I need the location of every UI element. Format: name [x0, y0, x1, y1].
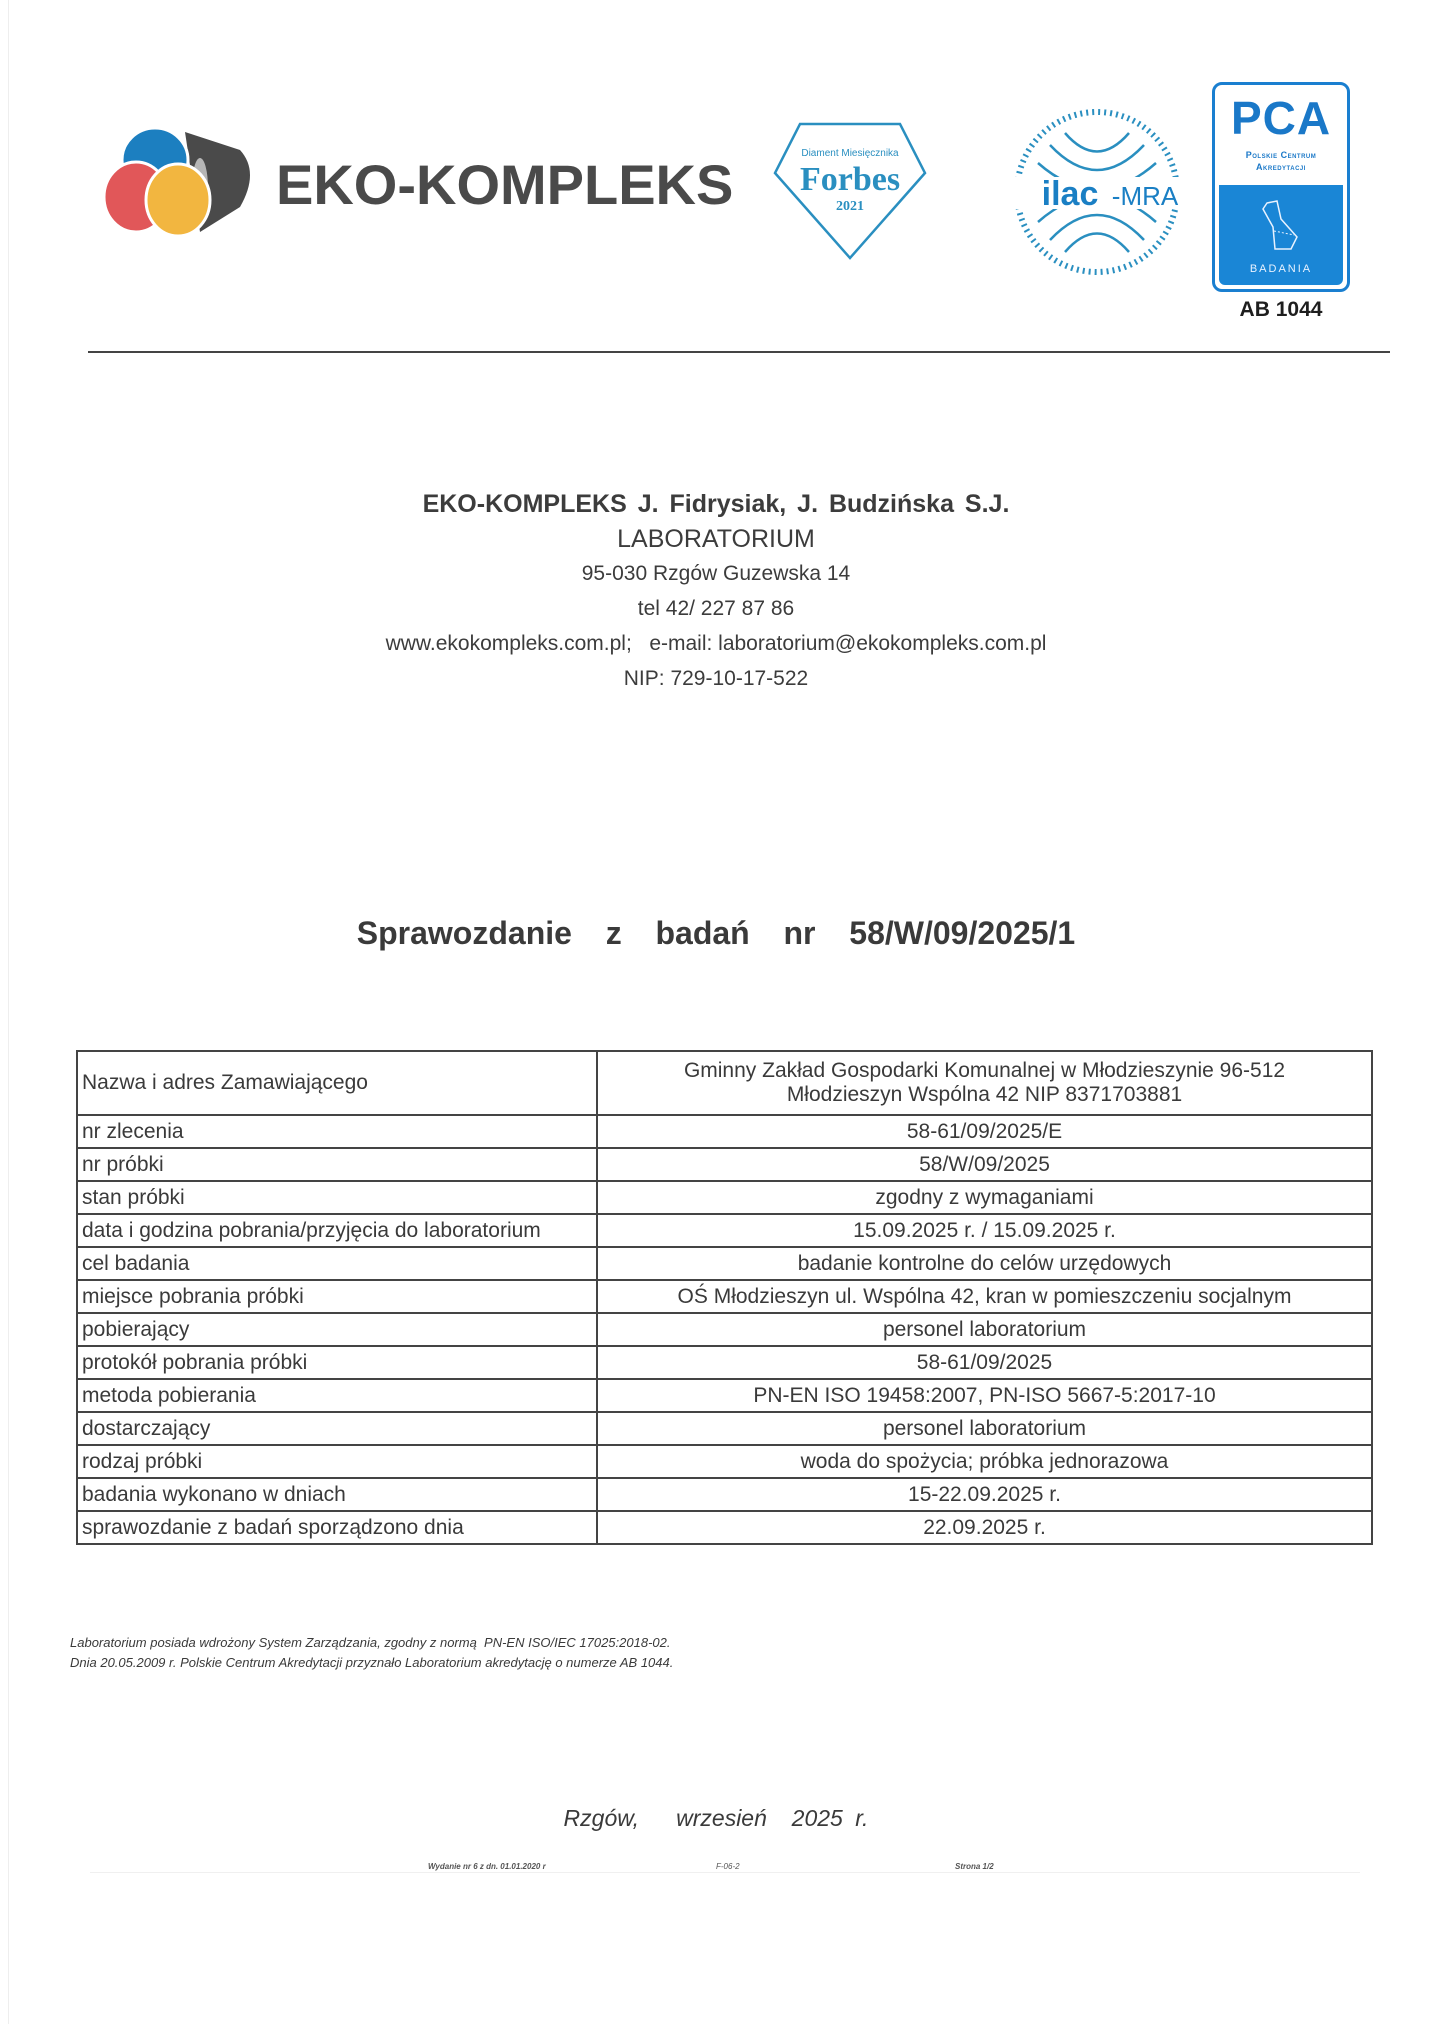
table-row [77, 1115, 1372, 1148]
row-value: 15-22.09.2025 r. [597, 1478, 1372, 1511]
svg-text:Diament Miesięcznika: Diament Miesięcznika [801, 148, 899, 159]
eko-kompleks-logo-icon [100, 122, 275, 237]
pca-subtitle [1215, 149, 1347, 173]
table-row [77, 1313, 1372, 1346]
pca-title: PCA [1230, 92, 1332, 144]
company-address: 95-030 Rzgów Guzewska 14 [581, 562, 851, 585]
pca-badge-panel [1219, 185, 1343, 285]
row-value: PN-EN ISO 19458:2007, PN-ISO 5667-5:2017-10 [597, 1379, 1372, 1412]
row-label: pobierający [77, 1313, 597, 1346]
client-address-line: Młodzieszyn Wspólna 42 NIP 8371703881 [786, 1083, 1183, 1106]
brand-name: EKO-KOMPLEKS [276, 153, 734, 216]
flask-icon [1257, 199, 1307, 254]
company-name: EKO-KOMPLEKS J. Fidrysiak, J. Budzińska S.J. [422, 490, 1010, 518]
table-row [77, 1511, 1372, 1544]
row-value [597, 1051, 1372, 1115]
table-row [77, 1148, 1372, 1181]
company-phone: tel 42/ 227 87 86 [637, 597, 795, 620]
row-label: nr próbki [77, 1148, 597, 1181]
forbes-diamond-logo-icon [770, 118, 930, 263]
svg-text:2021: 2021 [836, 199, 864, 214]
row-label: Nazwa i adres Zamawiającego [77, 1051, 597, 1115]
table-row [77, 1478, 1372, 1511]
row-value: 22.09.2025 r. [597, 1511, 1372, 1544]
row-value: personel laboratorium [597, 1412, 1372, 1445]
footer-form-code: F-06-2 [716, 1862, 740, 1871]
table-row [77, 1051, 1372, 1115]
row-label: badania wykonano w dniach [77, 1478, 597, 1511]
row-label: sprawozdanie z badań sporządzono dnia [77, 1511, 597, 1544]
ilac-mra-logo-icon [1010, 105, 1185, 280]
row-value: 58-61/09/2025 [597, 1346, 1372, 1379]
row-value: woda do spożycia; próbka jednorazowa [597, 1445, 1372, 1478]
accreditation-note-line2: Dnia 20.05.2009 r. Polskie Centrum Akredytacji przyznało Laboratorium akredytację o numerze AB 1044. [70, 1655, 674, 1670]
row-value: 58/W/09/2025 [597, 1148, 1372, 1181]
pca-subtitle-line1: Polskie Centrum [1245, 150, 1317, 160]
row-label: miejsce pobrania próbki [77, 1280, 597, 1313]
row-label: rodzaj próbki [77, 1445, 597, 1478]
row-label: nr zlecenia [77, 1115, 597, 1148]
client-name-line: Gminny Zakład Gospodarki Komunalnej w Młodzieszynie 96-512 [683, 1059, 1286, 1082]
table-row [77, 1181, 1372, 1214]
accreditation-note-line1: Laboratorium posiada wdrożony System Zarządzania, zgodny z normą PN-EN ISO/IEC 17025:2018-02. [70, 1635, 671, 1650]
table-row [77, 1346, 1372, 1379]
scan-edge [8, 0, 9, 2024]
table-row [77, 1280, 1372, 1313]
row-label: dostarczający [77, 1412, 597, 1445]
row-value: personel laboratorium [597, 1313, 1372, 1346]
table-row [77, 1412, 1372, 1445]
table-row [77, 1247, 1372, 1280]
company-nip: NIP: 729-10-17-522 [623, 667, 809, 690]
row-label: metoda pobierania [77, 1379, 597, 1412]
row-label: protokół pobrania próbki [77, 1346, 597, 1379]
row-label: cel badania [77, 1247, 597, 1280]
report-info-table [76, 1050, 1373, 1545]
row-value: badanie kontrolne do celów urzędowych [597, 1247, 1372, 1280]
pca-accreditation-logo [1212, 82, 1350, 292]
place-and-date: Rzgów, wrzesień 2025 r. [563, 1805, 869, 1831]
footer-divider [90, 1872, 1360, 1873]
row-value: zgodny z wymaganiami [597, 1181, 1372, 1214]
company-department: LABORATORIUM [617, 525, 815, 553]
svg-text:-MRA: -MRA [1111, 181, 1179, 211]
accreditation-number: AB 1044 [1239, 298, 1323, 321]
row-label: data i godzina pobrania/przyjęcia do laboratorium [77, 1214, 597, 1247]
row-value: OŚ Młodzieszyn ul. Wspólna 42, kran w pomieszczeniu socjalnym [597, 1280, 1372, 1313]
row-value: 58-61/09/2025/E [597, 1115, 1372, 1148]
pca-badania-label: BADANIA [1249, 263, 1313, 275]
company-web-email: www.ekokompleks.com.pl; e-mail: laboratorium@ekokompleks.com.pl [385, 632, 1047, 655]
table-row [77, 1214, 1372, 1247]
accreditation-note [70, 1633, 673, 1673]
svg-text:ilac: ilac [1041, 175, 1099, 213]
pca-subtitle-line2: Akredytacji [1256, 162, 1306, 172]
svg-text:Forbes: Forbes [799, 161, 901, 198]
footer-edition: Wydanie nr 6 z dn. 01.01.2020 r [428, 1862, 546, 1871]
row-value: 15.09.2025 r. / 15.09.2025 r. [597, 1214, 1372, 1247]
table-row [77, 1445, 1372, 1478]
table-row [77, 1379, 1372, 1412]
footer-page-number: Strona 1/2 [955, 1862, 994, 1871]
row-label: stan próbki [77, 1181, 597, 1214]
header-divider [88, 351, 1390, 353]
report-title: Sprawozdanie z badań nr 58/W/09/2025/1 [356, 915, 1076, 951]
